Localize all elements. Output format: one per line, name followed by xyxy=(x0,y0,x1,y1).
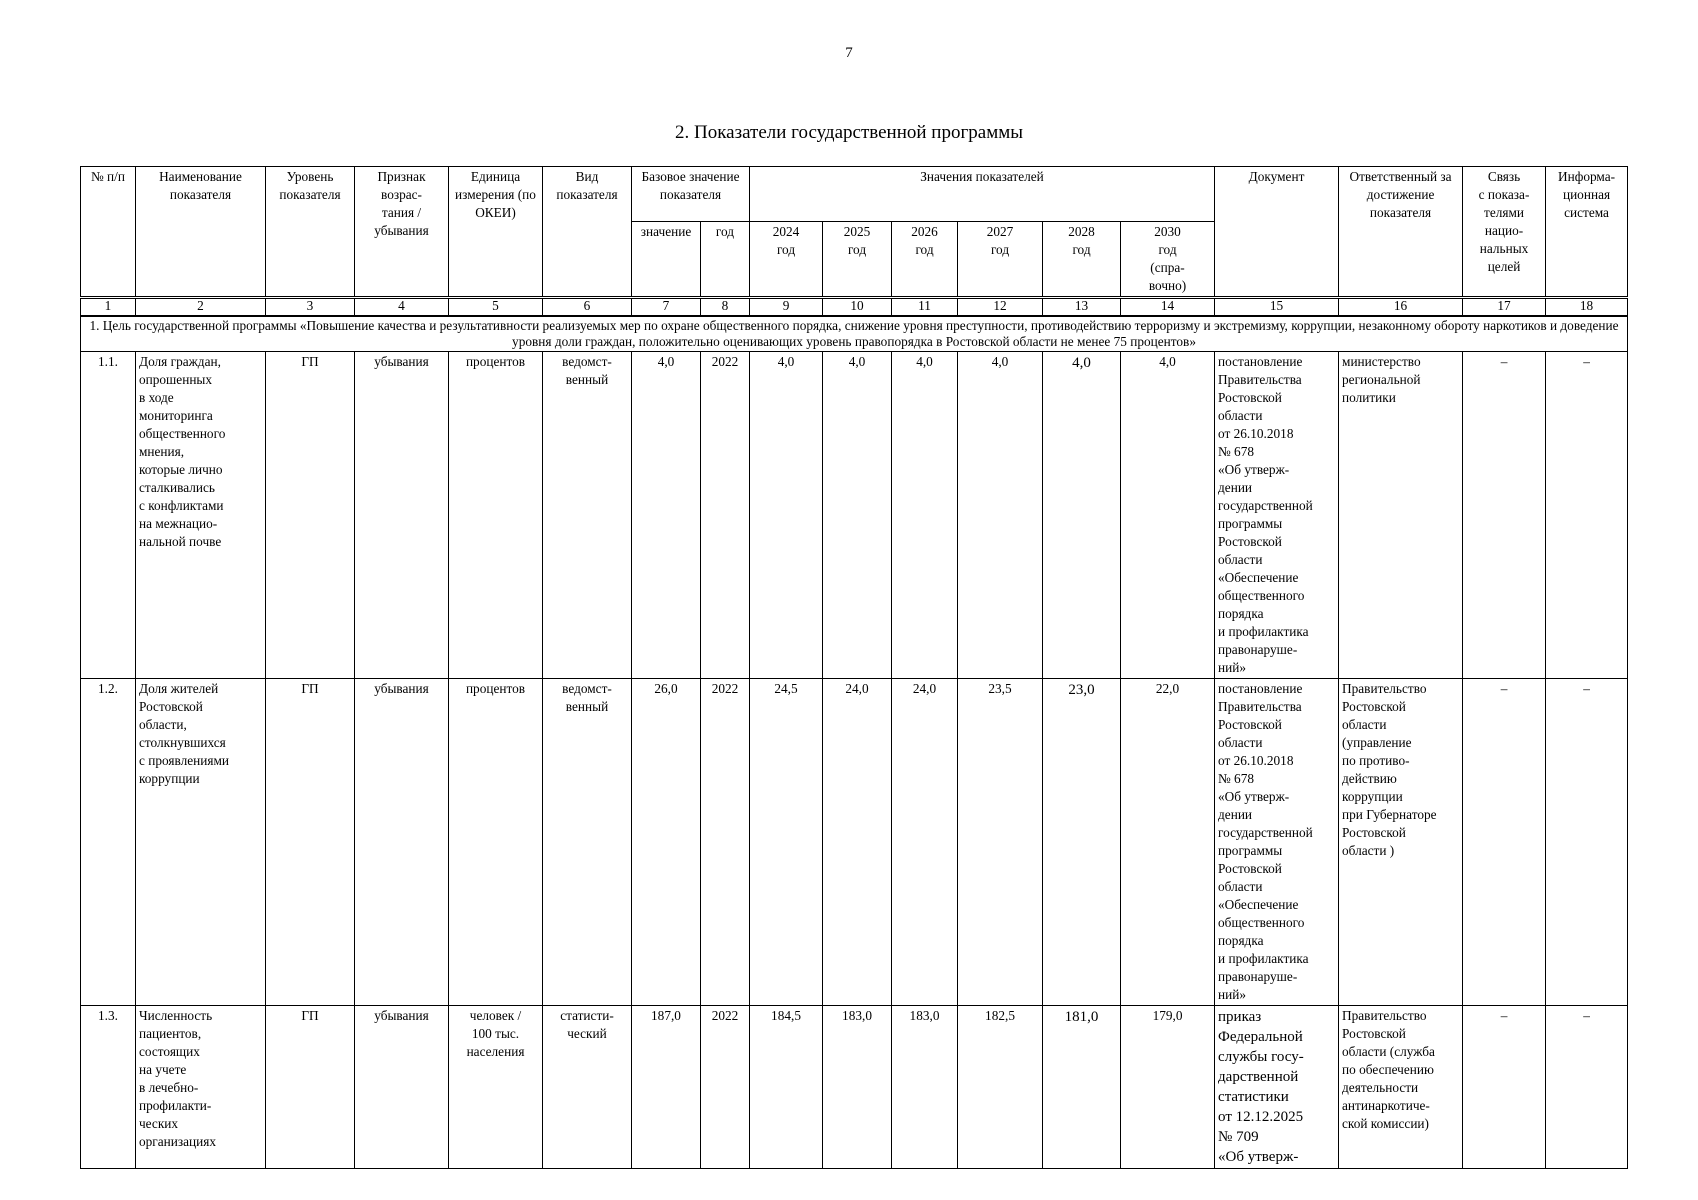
value-2028: 181,0 xyxy=(1043,1006,1121,1169)
value-2030: 179,0 xyxy=(1121,1006,1215,1169)
header-row-1 xyxy=(81,167,1628,222)
indicator-level: ГП xyxy=(266,679,355,1006)
base-year: 2022 xyxy=(701,1006,750,1169)
header-values: Значения показателей xyxy=(750,167,1215,222)
column-number: 16 xyxy=(1339,298,1463,317)
header-trend: Признак возрас- тания / убывания xyxy=(355,167,449,298)
column-number: 17 xyxy=(1463,298,1546,317)
indicator-level: ГП xyxy=(266,1006,355,1169)
header-num: № п/п xyxy=(81,167,136,298)
indicator-unit: процентов xyxy=(449,352,543,679)
row-num: 1.1. xyxy=(81,352,136,679)
value-2025: 4,0 xyxy=(823,352,892,679)
header-year-2030: 2030 год (спра- вочно) xyxy=(1121,222,1215,298)
column-number: 3 xyxy=(266,298,355,317)
column-number: 9 xyxy=(750,298,823,317)
header-base: Базовое значение показателя xyxy=(632,167,750,222)
column-number: 18 xyxy=(1546,298,1628,317)
column-number: 11 xyxy=(892,298,958,317)
information-system: – xyxy=(1546,352,1628,679)
column-number: 14 xyxy=(1121,298,1215,317)
column-number: 7 xyxy=(632,298,701,317)
column-number: 13 xyxy=(1043,298,1121,317)
value-2027: 4,0 xyxy=(958,352,1043,679)
column-number: 8 xyxy=(701,298,750,317)
value-2024: 184,5 xyxy=(750,1006,823,1169)
national-goal-link: – xyxy=(1463,352,1546,679)
page-title: 2. Показатели государственной программы xyxy=(674,122,1024,143)
indicator-unit: человек / 100 тыс. населения xyxy=(449,1006,543,1169)
base-value: 187,0 xyxy=(632,1006,701,1169)
base-year: 2022 xyxy=(701,679,750,1006)
value-2025: 24,0 xyxy=(823,679,892,1006)
information-system: – xyxy=(1546,679,1628,1006)
header-info: Информа- ционная система xyxy=(1546,167,1628,298)
base-year: 2022 xyxy=(701,352,750,679)
column-number: 6 xyxy=(543,298,632,317)
value-2028: 23,0 xyxy=(1043,679,1121,1006)
table-row xyxy=(81,679,1628,1006)
page-number: 7 xyxy=(845,45,853,61)
table-row xyxy=(81,352,1628,679)
row-num: 1.3. xyxy=(81,1006,136,1169)
indicator-kind: ведомст- венный xyxy=(543,679,632,1006)
information-system: – xyxy=(1546,1006,1628,1169)
column-number: 4 xyxy=(355,298,449,317)
indicators-table xyxy=(80,166,1628,1169)
document: приказ Федеральной службы госу- дарственной статистики от 12.12.2025 № 709 «Об утверж- xyxy=(1215,1006,1339,1169)
column-number: 5 xyxy=(449,298,543,317)
header-name: Наименование показателя xyxy=(136,167,266,298)
header-responsible: Ответственный за достижение показателя xyxy=(1339,167,1463,298)
indicator-unit: процентов xyxy=(449,679,543,1006)
value-2027: 182,5 xyxy=(958,1006,1043,1169)
header-kind: Вид показателя xyxy=(543,167,632,298)
value-2026: 4,0 xyxy=(892,352,958,679)
base-value: 26,0 xyxy=(632,679,701,1006)
column-number-row xyxy=(81,298,1628,317)
header-year-2028: 2028 год xyxy=(1043,222,1121,298)
national-goal-link: – xyxy=(1463,679,1546,1006)
header-year-2024: 2024 год xyxy=(750,222,823,298)
header-year-2027: 2027 год xyxy=(958,222,1043,298)
column-number: 2 xyxy=(136,298,266,317)
indicator-name: Доля жителей Ростовской области, столкнувшихся с проявлениями коррупции xyxy=(136,679,266,1006)
document: постановление Правительства Ростовской области от 26.10.2018 № 678 «Об утверж- дении государственной программы Ростовской области «Обеспечение общественного порядка и профилактика правонаруше- ний» xyxy=(1215,352,1339,679)
value-2026: 183,0 xyxy=(892,1006,958,1169)
value-2024: 24,5 xyxy=(750,679,823,1006)
column-number: 15 xyxy=(1215,298,1339,317)
value-2025: 183,0 xyxy=(823,1006,892,1169)
header-year-2025: 2025 год xyxy=(823,222,892,298)
value-2026: 24,0 xyxy=(892,679,958,1006)
column-number: 12 xyxy=(958,298,1043,317)
header-year-2026: 2026 год xyxy=(892,222,958,298)
header-unit: Единица измерения (по ОКЕИ) xyxy=(449,167,543,298)
header-link: Связь с показа- телями нацио- нальных целей xyxy=(1463,167,1546,298)
responsible: Правительство Ростовской области (управление по противо- действию коррупции при Губернаторе Ростовской области ) xyxy=(1339,679,1463,1006)
indicator-trend: убывания xyxy=(355,679,449,1006)
table-row xyxy=(81,1006,1628,1169)
column-number: 10 xyxy=(823,298,892,317)
indicator-trend: убывания xyxy=(355,352,449,679)
base-value: 4,0 xyxy=(632,352,701,679)
value-2030: 4,0 xyxy=(1121,352,1215,679)
responsible: Правительство Ростовской области (служба по обеспечению деятельности антинаркотиче- ской комиссии) xyxy=(1339,1006,1463,1169)
header-document: Документ xyxy=(1215,167,1339,298)
document: постановление Правительства Ростовской области от 26.10.2018 № 678 «Об утверж- дении государственной программы Ростовской области «Обеспечение общественного порядка и профилактика правонаруше- ний» xyxy=(1215,679,1339,1006)
value-2030: 22,0 xyxy=(1121,679,1215,1006)
value-2024: 4,0 xyxy=(750,352,823,679)
value-2028: 4,0 xyxy=(1043,352,1121,679)
indicator-name: Доля граждан, опрошенных в ходе мониторинга общественного мнения, которые лично сталкивались с конфликтами на межнацио- нальной почве xyxy=(136,352,266,679)
goal-row xyxy=(81,316,1628,352)
indicator-level: ГП xyxy=(266,352,355,679)
header-base-value: значение xyxy=(632,222,701,298)
responsible: министерство региональной политики xyxy=(1339,352,1463,679)
indicator-kind: ведомст- венный xyxy=(543,352,632,679)
column-number: 1 xyxy=(81,298,136,317)
indicator-trend: убывания xyxy=(355,1006,449,1169)
header-level: Уровень показателя xyxy=(266,167,355,298)
header-base-year: год xyxy=(701,222,750,298)
goal-text: 1. Цель государственной программы «Повышение качества и результативности реализуемых мер по охране общественного порядка, снижение уровня преступности, противодействию терроризму и экстремизму, коррупции, незаконному обороту наркотиков и доведение уровня доли граждан, положительно оценивающих уровень правопорядка в Ростовской области не менее 75 процентов» xyxy=(81,316,1628,352)
value-2027: 23,5 xyxy=(958,679,1043,1006)
row-num: 1.2. xyxy=(81,679,136,1006)
national-goal-link: – xyxy=(1463,1006,1546,1169)
indicator-kind: статисти- ческий xyxy=(543,1006,632,1169)
indicator-name: Численность пациентов, состоящих на учете в лечебно- профилакти- ческих организациях xyxy=(136,1006,266,1169)
